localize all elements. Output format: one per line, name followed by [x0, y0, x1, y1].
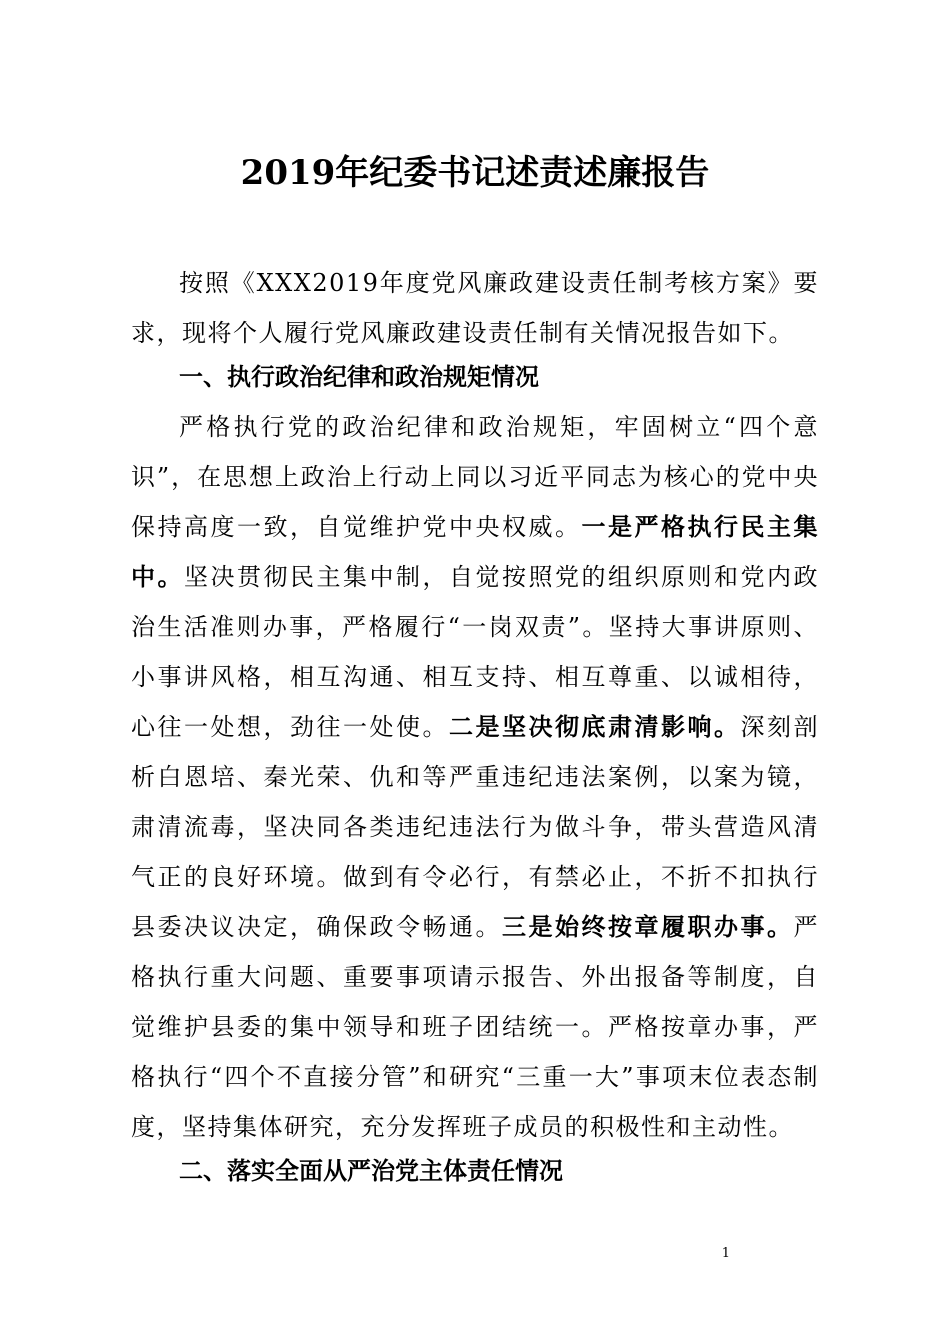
intro-text: 按照《XXX2019年度党风廉政建设责任制考核方案》要求，现将个人履行党风廉政建设责任制有关情况报告如下。: [131, 269, 819, 347]
point-3-emphasis: 三是始终按章履职办事。: [502, 912, 794, 941]
point-2-emphasis: 二是坚决彻底肃清影响。: [449, 712, 741, 741]
intro-paragraph: [131, 258, 819, 358]
point-1-emphasis: 一是严格执行民主集中。: [131, 512, 819, 591]
section-1-heading: 一、执行政治纪律和政治规矩情况: [179, 363, 539, 391]
page-number: 1: [721, 1246, 730, 1261]
section-1-text-1: 严格执行党的政治纪律和政治规矩，牢固树立“四个意识”，在思想上政治上行动上同以习近平同志为核心的党中央保持高度一致，自觉维护党中央权威。: [131, 413, 819, 541]
section-1-text-3: 深刻剖析白恩培、秦光荣、仇和等严重违纪违法案例，以案为镜，肃清流毒，坚决同各类违纪违法行为做斗争，带头营造风清气正的良好环境。做到有令必行，有禁必止，不折不扣执行县委决议决定，确保政令畅通。: [131, 713, 819, 941]
section-1-paragraph: [131, 402, 819, 1152]
section-1-text-2: 坚决贯彻民主集中制，自觉按照党的组织原则和党内政治生活准则办事，严格履行“一岗双责”。坚持大事讲原则、小事讲风格，相互沟通、相互支持、相互尊重、以诚相待，心往一处想，劲往一处使。: [131, 563, 819, 741]
section-2-heading: 二、落实全面从严治党主体责任情况: [179, 1157, 563, 1185]
document-title: 2019年纪委书记述责述廉报告: [240, 153, 710, 193]
section-1-text-4: 严格执行重大问题、重要事项请示报告、外出报备等制度，自觉维护县委的集中领导和班子团结统一。严格按章办事，严格执行“四个不直接分管”和研究“三重一大”事项末位表态制度，坚持集体研究，充分发挥班子成员的积极性和主动性。: [131, 913, 819, 1141]
